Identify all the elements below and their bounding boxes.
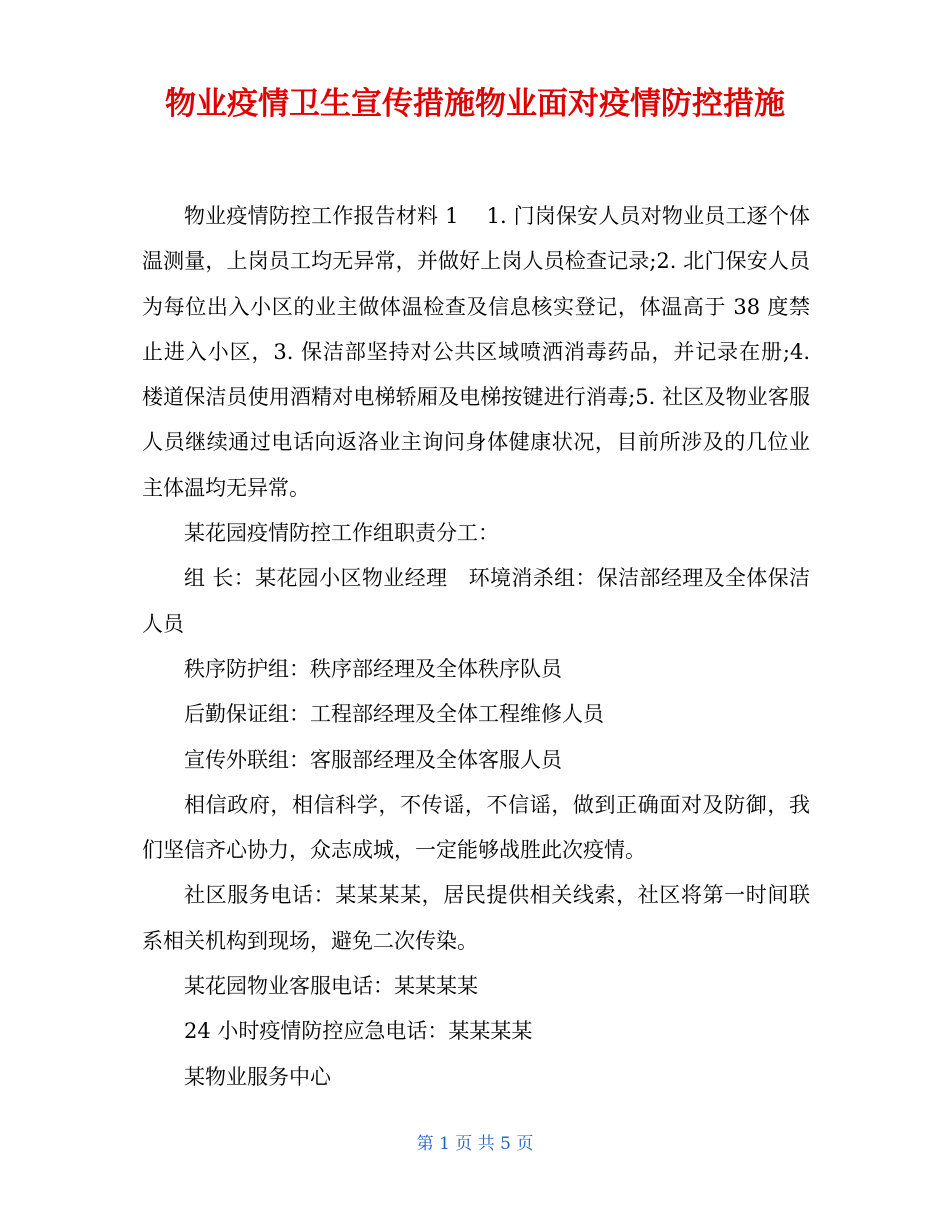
paragraph-publicity-team: 宣传外联组：客服部经理及全体客服人员: [184, 747, 562, 772]
page-number-footer: 第 1 页 共 5 页: [416, 1134, 534, 1154]
paragraph-confidence: 相信政府，相信科学，不传谣，不信谣，做到正确面对及防御，我们坚信齐心协力，众志成城，一定能够战胜此次疫情。: [142, 792, 810, 863]
paragraph-report-summary: 物业疫情防控工作报告材料 1 1. 门岗保安人员对物业员工逐个体温测量，上岗员工均无异常，并做好上岗人员检查记录;2. 北门保安人员为每位出入小区的业主做体温检查及信息核实登记，体温高于 38 度禁止进入小区，3. 保洁部坚持对公共区域喷洒消毒药品，并记录在册;4. 楼道保洁员使用酒精对电梯轿厢及电梯按键进行消毒;5. 社区及物业客服人员继续通过电话向返洛业主询问身体健康状况，目前所涉及的几位业主体温均无异常。: [142, 204, 810, 500]
paragraph-emergency-phone: 24 小时疫情防控应急电话：某某某某: [184, 1019, 533, 1044]
paragraph-community-phone: 社区服务电话：某某某某，居民提供相关线索，社区将第一时间联系相关机构到现场，避免二次传染。: [142, 883, 810, 953]
paragraph-signature: 某物业服务中心: [184, 1064, 331, 1089]
paragraph-team-leader: 组 长：某花园小区物业经理 环境消杀组：保洁部经理及全体保洁人员: [142, 566, 810, 636]
document-body: [142, 194, 810, 1100]
paragraph-security-team: 秩序防护组：秩序部经理及全体秩序队员: [184, 656, 562, 681]
paragraph-service-phone: 某花园物业客服电话：某某某某: [184, 974, 478, 999]
paragraph-duties-heading: 某花园疫情防控工作组职责分工：: [184, 521, 499, 546]
paragraph-logistics-team: 后勤保证组：工程部经理及全体工程维修人员: [184, 702, 604, 727]
document-title: 物业疫情卫生宣传措施物业面对疫情防控措施: [165, 86, 785, 122]
